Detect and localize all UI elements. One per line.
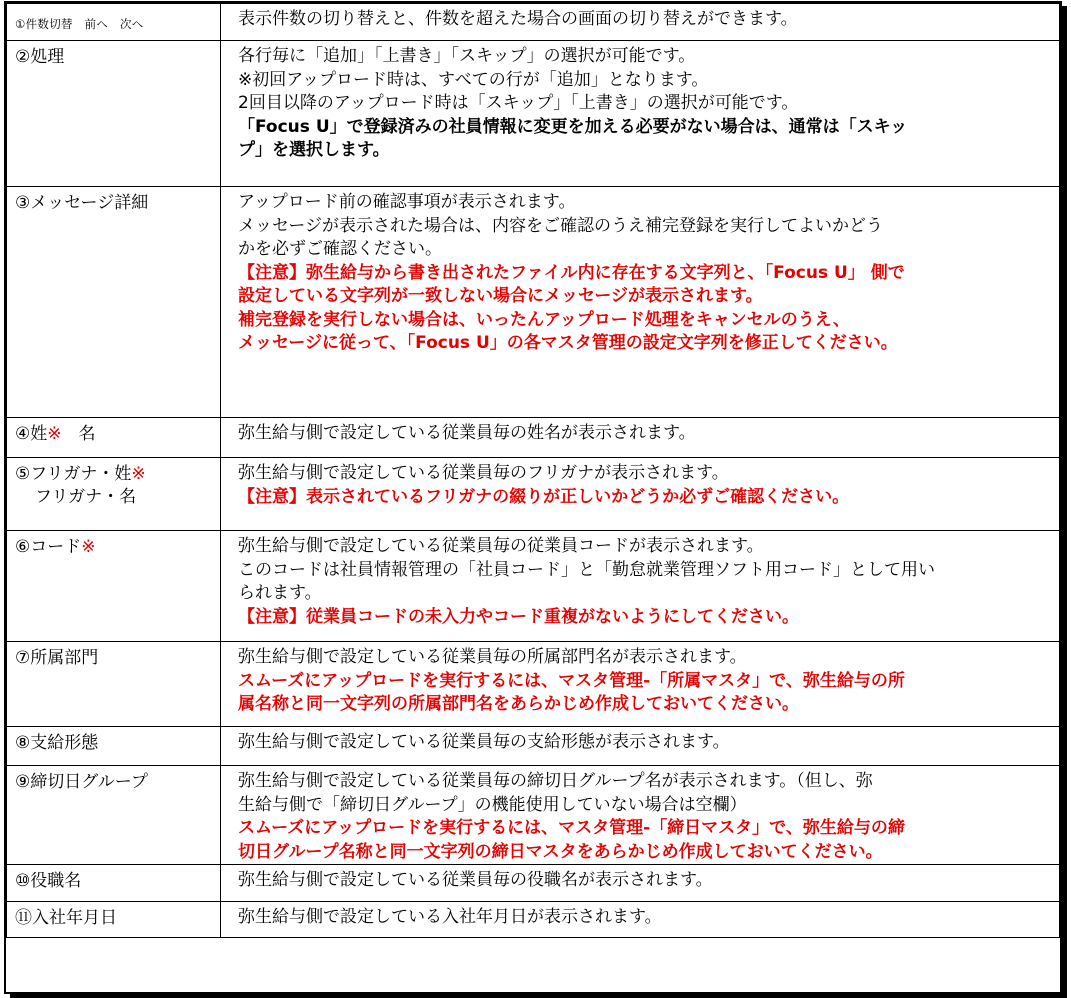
row-label: ⑥コード (15, 537, 82, 557)
row-label-line2: フリガナ・名 (35, 487, 137, 507)
description-line: ※初回アップロード時は、すべての行が「追加」となります。 (238, 69, 709, 90)
row-label-cell (7, 458, 221, 531)
row-label-cell (7, 642, 221, 727)
description-line: 弥生給与側で設定している従業員毎の役職名が表示されます。 (238, 870, 713, 890)
description-line: 生給与側で「締切日グループ」の機能使用していない場合は空欄） (238, 794, 747, 815)
required-mark: ※ (131, 464, 146, 484)
table-row (7, 531, 1060, 642)
description-line: 弥生給与側で設定している従業員毎の所属部門名が表示されます。 (238, 647, 747, 667)
table-row (7, 865, 1060, 902)
row-label-cell (7, 531, 221, 642)
row-description-cell (221, 766, 1060, 865)
row-label-cell (7, 4, 221, 41)
description-line: 各行毎に「追加」「上書き」「スキップ」の選択が可能です。 (238, 46, 696, 66)
description-line: 弥生給与側で設定している従業員毎の従業員コードが表示されます。 (238, 536, 764, 556)
warning-line: スムーズにアップロードを実行するには、マスタ管理-「締日マスタ」で、弥生給与の締 (238, 818, 905, 838)
row-label: ⑪入社年月日 (15, 908, 117, 928)
row-label-cell (7, 418, 221, 458)
description-line: メッセージが表示された場合は、内容をご確認のうえ補完登録を実行してよいかどう (238, 215, 883, 236)
warning-line: 補完登録を実行しない場合は、いったんアップロード処理をキャンセルのうえ、 (238, 309, 850, 330)
row-description-cell (221, 458, 1060, 531)
description-line: 弥生給与側で設定している従業員毎の支給形態が表示されます。 (238, 732, 730, 752)
table-row (7, 4, 1060, 41)
description-line: 弥生給与側で設定している従業員毎の締切日グループ名が表示されます。（但し、弥 (238, 771, 873, 791)
warning-line: 【注意】従業員コードの未入力やコード重複がないようにしてください。 (238, 606, 799, 627)
row-description-cell (221, 727, 1060, 766)
description-line: 弥生給与側で設定している入社年月日が表示されます。 (238, 907, 662, 927)
row-description-cell (221, 642, 1060, 727)
row-label-suffix: 名 (61, 424, 96, 444)
description-line: られます。 (238, 583, 322, 603)
table-row (7, 418, 1060, 458)
row-description-cell (221, 865, 1060, 902)
warning-line: 【注意】弥生給与から書き出されたファイル内に存在する文字列と、「Focus U」 側で (238, 262, 905, 283)
row-label: ③メッセージ詳細 (15, 193, 149, 213)
warning-line: 切日グループ名称と同一文字列の締日マスタをあらかじめ作成しておいてください。 (238, 841, 883, 862)
row-label-cell (7, 41, 221, 187)
description-line: アップロード前の確認事項が表示されます。 (238, 192, 576, 212)
row-label-cell (7, 187, 221, 418)
row-label: ⑨締切日グループ (15, 772, 148, 792)
table-shadow-bottom (10, 994, 1067, 998)
description-line: プ」を選択します。 (238, 140, 390, 160)
warning-line: 属名称と同一文字列の所属部門名をあらかじめ作成しておいてください。 (238, 694, 799, 714)
table-shadow-right (1062, 6, 1067, 994)
description-line: かを必ずご確認ください。 (238, 239, 442, 259)
warning-line: 設定している文字列が一致しない場合にメッセージが表示されます。 (238, 286, 763, 306)
table-row (7, 642, 1060, 727)
warning-line: スムーズにアップロードを実行するには、マスタ管理-「所属マスタ」で、弥生給与の所 (238, 670, 905, 691)
description-line: 弥生給与側で設定している従業員毎のフリガナが表示されます。 (238, 463, 729, 483)
spec-table (6, 3, 1060, 938)
required-mark: ※ (47, 424, 62, 444)
row-label-cell (7, 727, 221, 766)
row-description-cell (221, 4, 1060, 41)
row-label: ④姓 (15, 424, 48, 444)
row-label: ①件数切替 前へ 次へ (15, 17, 144, 31)
row-label-cell (7, 865, 221, 902)
row-description-cell (221, 41, 1060, 187)
row-description-cell (221, 531, 1060, 642)
row-label-cell (7, 902, 221, 938)
spec-sheet (4, 1, 1062, 994)
description-line: このコードは社員情報管理の「社員コード」と「勤怠就業管理ソフト用コード」として用い (238, 559, 935, 580)
row-label: ⑤フリガナ・姓 (15, 464, 132, 484)
table-row (7, 902, 1060, 938)
row-description-cell (221, 418, 1060, 458)
table-row (7, 41, 1060, 187)
spec-table-body (7, 4, 1060, 938)
row-label-cell (7, 766, 221, 865)
row-label: ⑩役職名 (15, 871, 82, 891)
row-label: ②処理 (15, 47, 65, 67)
row-label: ⑧支給形態 (15, 733, 99, 753)
warning-line: 【注意】表示されているフリガナの綴りが正しいかどうか必ずご確認ください。 (238, 486, 850, 507)
description-line: 2回目以降のアップロード時は「スキップ」「上書き」の選択が可能です。 (238, 93, 799, 113)
row-description-cell (221, 187, 1060, 418)
description-line: 「Focus U」で登録済みの社員情報に変更を加える必要がない場合は、通常は「スキッ (238, 116, 908, 137)
table-row (7, 458, 1060, 531)
table-row (7, 766, 1060, 865)
required-mark: ※ (81, 537, 96, 557)
description-line: 表示件数の切り替えと、件数を超えた場合の画面の切り替えができます。 (238, 9, 798, 29)
description-line: 弥生給与側で設定している従業員毎の姓名が表示されます。 (238, 423, 696, 443)
row-label: ⑦所属部門 (15, 648, 99, 668)
table-row (7, 187, 1060, 418)
warning-line: メッセージに従って、「Focus U」の各マスタ管理の設定文字列を修正してください。 (238, 333, 898, 353)
table-row (7, 727, 1060, 766)
row-description-cell (221, 902, 1060, 938)
